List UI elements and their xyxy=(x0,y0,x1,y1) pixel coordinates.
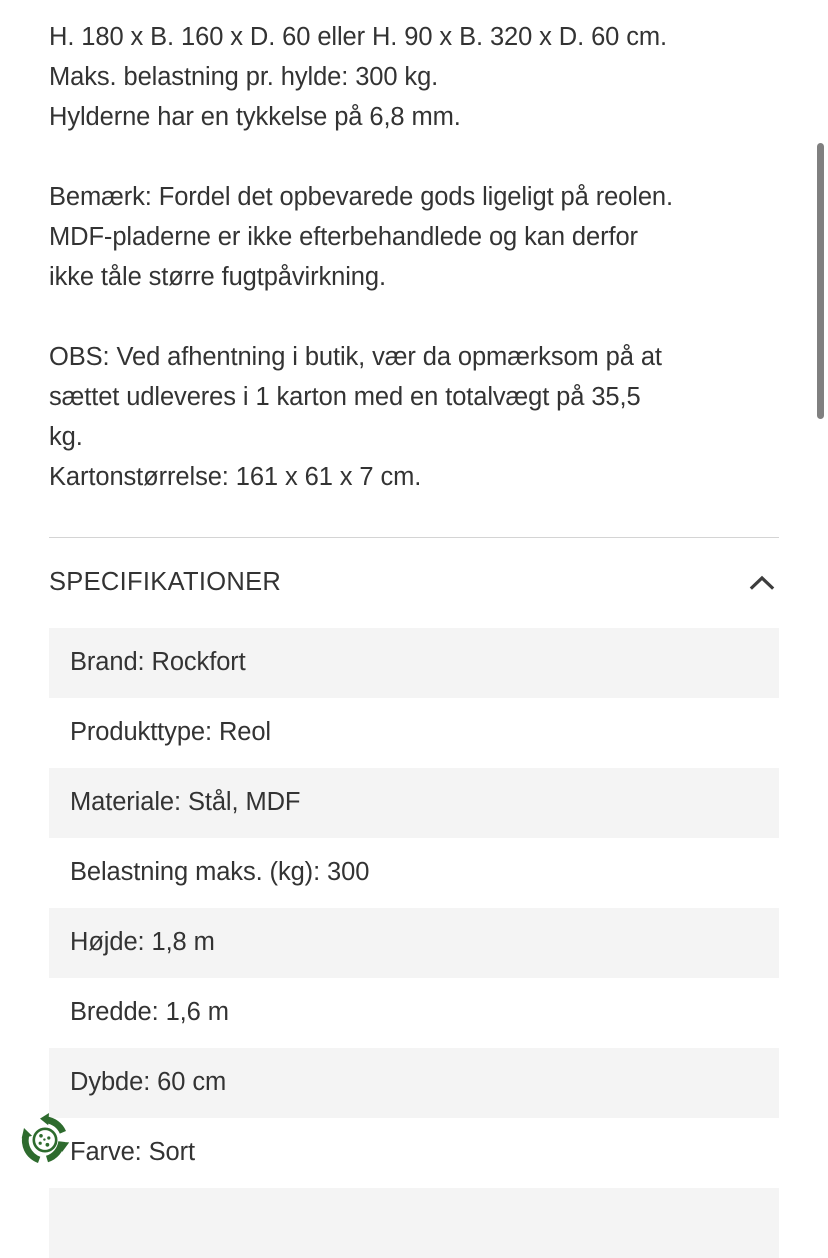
description-line: Hylderne har en tykkelse på 6,8 mm. xyxy=(49,103,461,131)
vertical-scrollbar[interactable] xyxy=(814,0,828,1189)
spec-row-text: Farve: Sort xyxy=(70,1138,196,1167)
spec-row-text: Højde: 1,8 m xyxy=(70,928,215,957)
description-line: MDF-pladerne er ikke efterbehandlede og kan derfor xyxy=(49,223,638,251)
table-row xyxy=(49,698,779,768)
description-line: Kartonstørrelse: 161 x 61 x 7 cm. xyxy=(49,463,422,491)
description-line: H. 180 x B. 160 x D. 60 eller H. 90 x B. 320 x D. 60 cm. xyxy=(49,23,668,51)
description-paragraph xyxy=(49,337,779,497)
table-row xyxy=(49,768,779,838)
description-line: sættet udleveres i 1 karton med en totalvægt på 35,5 xyxy=(49,383,641,411)
description-section xyxy=(0,0,828,497)
description-line: Bemærk: Fordel det opbevarede gods ligeligt på reolen. xyxy=(49,183,673,211)
table-row xyxy=(49,978,779,1048)
specifications-table xyxy=(49,628,779,1258)
specifications-accordion-header[interactable] xyxy=(49,538,779,628)
spec-row-text: Materiale: Stål, MDF xyxy=(70,788,301,817)
table-row xyxy=(49,1188,779,1258)
table-row xyxy=(49,908,779,978)
spec-row-text: Dybde: 60 cm xyxy=(70,1068,227,1097)
description-paragraph xyxy=(49,17,779,137)
description-paragraph xyxy=(49,177,779,297)
table-row xyxy=(49,628,779,698)
spec-row-text: Brand: Rockfort xyxy=(70,648,246,677)
description-line: Maks. belastning pr. hylde: 300 kg. xyxy=(49,63,439,91)
spec-row-text: Belastning maks. (kg): 300 xyxy=(70,858,370,887)
specifications-title: SPECIFIKATIONER xyxy=(49,568,282,597)
table-row xyxy=(49,1048,779,1118)
description-line: ikke tåle større fugtpåvirkning. xyxy=(49,263,386,291)
spec-row-text: Produkttype: Reol xyxy=(70,718,271,747)
chevron-up-icon[interactable] xyxy=(745,566,779,600)
scrollbar-thumb[interactable] xyxy=(817,143,824,419)
description-line: kg. xyxy=(49,423,83,451)
cookie-consent-recycle-icon[interactable] xyxy=(14,1109,76,1171)
table-row xyxy=(49,1118,779,1188)
spec-row-text: Bredde: 1,6 m xyxy=(70,998,229,1027)
description-line: OBS: Ved afhentning i butik, vær da opmærksom på at xyxy=(49,343,662,371)
table-row xyxy=(49,838,779,908)
